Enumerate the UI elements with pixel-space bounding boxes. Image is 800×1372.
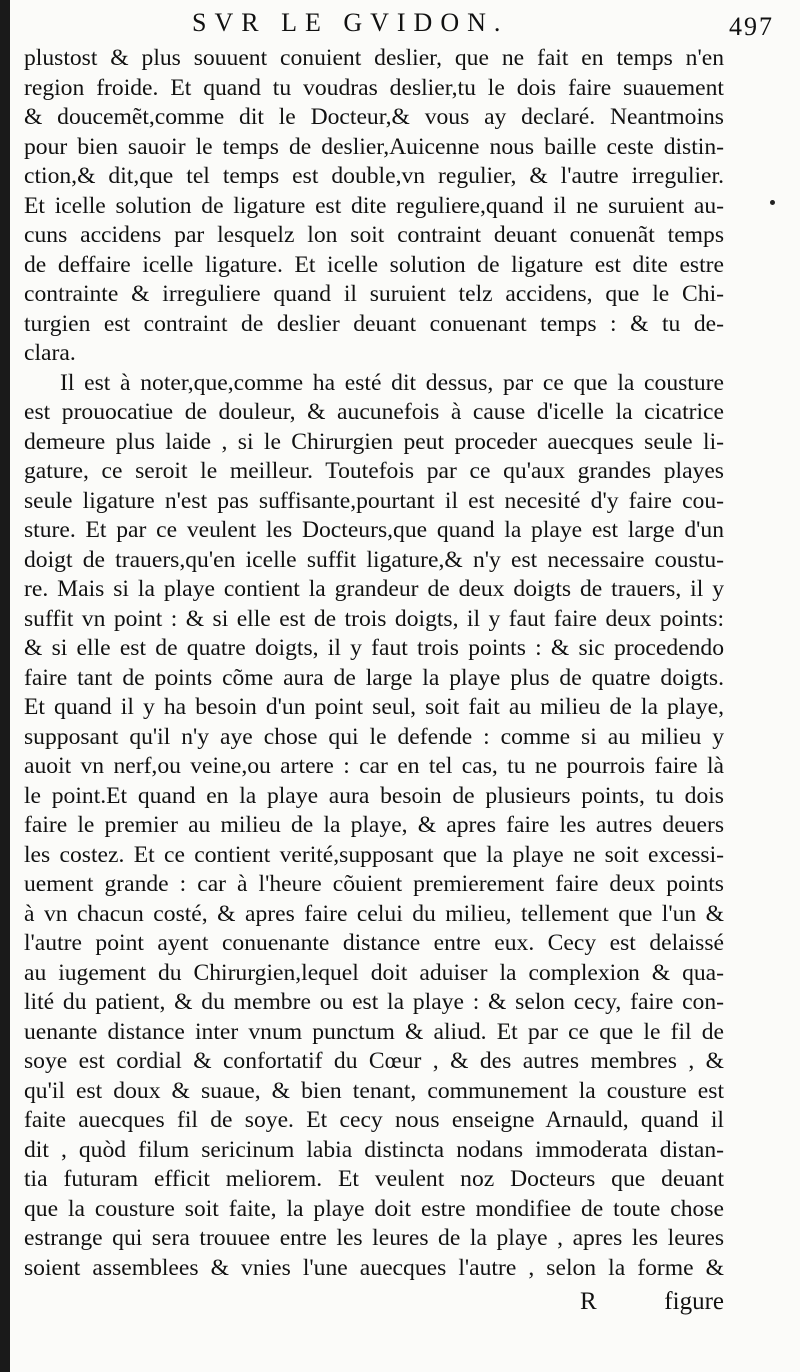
text-line: region froide. Et quand tu voudras deslier,tu le dois faire suauement: [24, 74, 724, 101]
text-line: de deffaire icelle ligature. Et icelle solution de ligature est dite estre: [24, 251, 724, 278]
page-number: 497: [729, 12, 774, 41]
text-line: plustost & plus souuent conuient deslier, que ne fait en temps n'en: [24, 45, 724, 71]
text-line: qu'il est doux & suaue, & bien tenant, communement la cousture est: [24, 1077, 724, 1104]
text-line: suffit vn point : & si elle est de trois doigts, il y faut faire deux points:: [24, 605, 724, 632]
text-line: uenante distance inter vnum punctum & aliud. Et par ce que le fil de: [24, 1018, 724, 1045]
catchword: figure: [664, 1288, 724, 1315]
text-line: Et icelle solution de ligature est dite reguliere,quand il ne suruient au-: [24, 192, 724, 219]
binding-gutter: [0, 0, 10, 1372]
text-line: faite auecques fil de soye. Et cecy nous enseigne Arnauld, quand il: [24, 1107, 724, 1133]
text-line: estrange qui sera trouuee entre les leures de la playe , apres les leures: [24, 1225, 724, 1251]
text-line: faire le premier au milieu de la playe, & apres faire les autres deuers: [24, 812, 724, 838]
text-line: cuns accidens par lesquelz lon soit contraint deuant conuenãt temps: [24, 222, 724, 248]
text-line: faire tant de points cõme aura de large la playe plus de quatre doigts.: [24, 664, 724, 691]
text-line: doigt de trauers,qu'en icelle suffit ligature,& n'y est necessaire coustu-: [24, 546, 724, 573]
text-line: est prouocatiue de douleur, & aucunefois à cause d'icelle la cicatrice: [24, 399, 724, 425]
signature-mark: R: [580, 1288, 597, 1315]
text-line: pour bien sauoir le temps de deslier,Auicenne nous baille ceste distin-: [24, 133, 724, 160]
text-line: que la cousture soit faite, la playe doit estre mondifiee de toute chose: [24, 1195, 724, 1222]
text-line: & si elle est de quatre doigts, il y faut trois points : & sic procedendo: [24, 635, 724, 661]
text-line: à vn chacun costé, & apres faire celui du milieu, tellement que l'un &: [24, 900, 724, 927]
page-footer: [24, 1284, 724, 1324]
body-text: [24, 44, 724, 1283]
text-line: lité du patient, & du membre ou est la playe : & selon cecy, faire con-: [24, 989, 724, 1015]
text-line: au iugement du Chirurgien,lequel doit aduiser la complexion & qua-: [24, 959, 724, 986]
text-line: demeure plus laide , si le Chirurgien peut proceder auecques seule li-: [24, 428, 724, 455]
text-line: soye est cordial & confortatif du Cœur , & des autres membres , &: [24, 1048, 724, 1074]
paragraph-end-line: clara.: [24, 340, 76, 366]
text-line: uement grande : car à l'heure cõuient premierement faire deux points: [24, 871, 724, 897]
text-line: soient assemblees & vnies l'une auecques l'autre , selon la forme &: [24, 1254, 724, 1281]
text-line: auoit vn nerf,ou veine,ou artere : car en tel cas, tu ne pourrois faire là: [24, 753, 724, 779]
text-line: Et quand il y ha besoin d'un point seul, soit fait au milieu de la playe,: [24, 694, 724, 720]
running-head: SVR LE GVIDON.: [192, 8, 509, 37]
text-line: & doucemẽt,comme dit le Docteur,& vous ay declaré. Neantmoins: [24, 104, 724, 130]
text-line: ction,& dit,que tel temps est double,vn regulier, & l'autre irregulier.: [24, 163, 724, 189]
paragraph-start-line: Il est à noter,que,comme ha esté dit dessus, par ce que la cousture: [60, 369, 724, 396]
text-line: dit , quòd filum sericinum labia distincta nodans immoderata distan-: [24, 1136, 724, 1163]
text-line: l'autre point ayent conuenante distance entre eux. Cecy est delaissé: [24, 930, 724, 956]
text-line: contrainte & irreguliere quand il suruient telz accidens, que le Chi-: [24, 281, 724, 307]
text-line: le point.Et quand en la playe aura besoin de plusieurs points, tu dois: [24, 782, 724, 809]
text-line: seule ligature n'est pas suffisante,pourtant il est necesité d'y faire cou-: [24, 487, 724, 514]
text-line: supposant qu'il n'y aye chose qui le defende : comme si au milieu y: [24, 723, 724, 750]
text-line: les costez. Et ce contient verité,supposant que la playe ne soit excessi-: [24, 841, 724, 868]
text-line: sture. Et par ce veulent les Docteurs,que quand la playe est large d'un: [24, 517, 724, 543]
text-line: gature, ce seroit le meilleur. Toutefois par ce qu'aux grandes playes: [24, 458, 724, 484]
text-line: tia futuram efficit meliorem. Et veulent noz Docteurs que deuant: [24, 1166, 724, 1192]
page-header: [60, 8, 774, 44]
text-line: re. Mais si la playe contient la grandeur de deux doigts de trauers, il y: [24, 576, 724, 602]
ink-spot: [770, 200, 775, 205]
text-line: turgien est contraint de deslier deuant conuenant temps : & tu de-: [24, 310, 724, 337]
